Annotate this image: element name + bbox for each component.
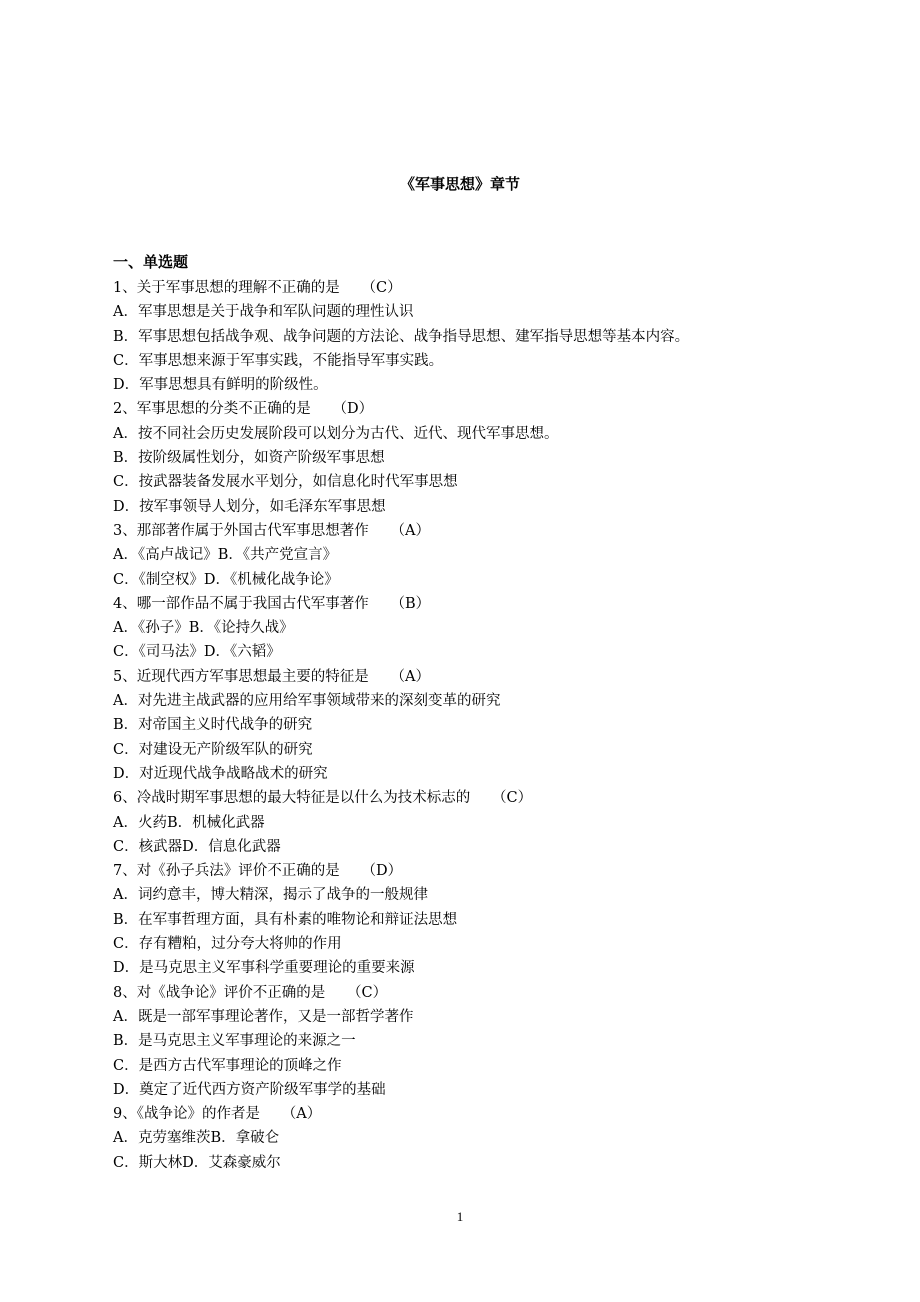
answer-option: A．既是一部军事理论著作，又是一部哲学著作 — [113, 1008, 414, 1025]
answer-option: C．《制空权》D．《机械化战争论》 — [113, 571, 339, 588]
answer-option: D．军事思想具有鲜明的阶级性。 — [113, 377, 328, 394]
answer-option: D．按军事领导人划分，如毛泽东军事思想 — [113, 498, 386, 515]
question-text: 3、那部著作属于外国古代军事思想著作 （A） — [113, 522, 430, 539]
page-number: 1 — [456, 1209, 464, 1224]
answer-option: A．词约意丰，博大精深，揭示了战争的一般规律 — [113, 887, 428, 904]
answer-option: A．火药B．机械化武器 — [113, 814, 265, 831]
answer-option: C．《司马法》D．《六韬》 — [113, 644, 281, 661]
answer-option: A．《高卢战记》B．《共产党宣言》 — [113, 547, 338, 564]
answer-option: B．是马克思主义军事理论的来源之一 — [113, 1033, 356, 1050]
answer-option: C．斯大林D．艾森豪威尔 — [113, 1154, 281, 1171]
answer-option: C．是西方古代军事理论的顶峰之作 — [113, 1057, 342, 1074]
question-text: 2、军事思想的分类不正确的是 （D） — [113, 401, 374, 418]
document-title: 《军事思想》章节 — [399, 175, 520, 193]
answer-option: B．在军事哲理方面，具有朴素的唯物论和辩证法思想 — [113, 911, 458, 928]
answer-option: B．按阶级属性划分，如资产阶级军事思想 — [113, 450, 385, 467]
question-text: 8、对《战争论》评价不正确的是 （C） — [113, 984, 388, 1001]
answer-option: C．按武器装备发展水平划分，如信息化时代军事思想 — [113, 474, 458, 491]
answer-option: A．克劳塞维茨B．拿破仑 — [113, 1130, 280, 1147]
answer-option: C．军事思想来源于军事实践，不能指导军事实践。 — [113, 352, 444, 369]
question-text: 1、关于军事思想的理解不正确的是 （C） — [113, 280, 402, 296]
answer-option: C．核武器D．信息化武器 — [113, 838, 281, 855]
question-text: 9、《战争论》的作者是 （A） — [113, 1106, 322, 1123]
answer-option: B．对帝国主义时代战争的研究 — [113, 717, 313, 734]
answer-option: A．《孙子》B．《论持久战》 — [113, 620, 294, 637]
answer-option: D．对近现代战争战略战术的研究 — [113, 765, 328, 782]
answer-option: B．军事思想包括战争观、战争问题的方法论、战争指导思想、建军指导思想等基本内容。 — [113, 328, 690, 345]
answer-option: C．对建设无产阶级军队的研究 — [113, 741, 313, 758]
answer-option: D．奠定了近代西方资产阶级军事学的基础 — [113, 1081, 386, 1098]
question-text: 7、对《孙子兵法》评价不正确的是 （D） — [113, 863, 403, 880]
section-heading: 一、单选题 — [113, 253, 189, 271]
question-text: 4、哪一部作品不属于我国古代军事著作 （B） — [113, 595, 431, 612]
question-text: 5、近现代西方军事思想最主要的特征是 （A） — [113, 668, 430, 685]
answer-option: A．对先进主战武器的应用给军事领域带来的深刻变革的研究 — [113, 693, 501, 710]
answer-option: D．是马克思主义军事科学重要理论的重要来源 — [113, 960, 415, 977]
question-text: 6、冷战时期军事思想的最大特征是以什么为技术标志的 （C） — [113, 790, 533, 807]
question-list — [113, 276, 813, 1175]
answer-option: A．军事思想是关于战争和军队问题的理性认识 — [113, 304, 414, 321]
answer-option: C．存有糟粕，过分夸大将帅的作用 — [113, 936, 342, 953]
answer-option: A．按不同社会历史发展阶段可以划分为古代、近代、现代军事思想。 — [113, 425, 559, 442]
